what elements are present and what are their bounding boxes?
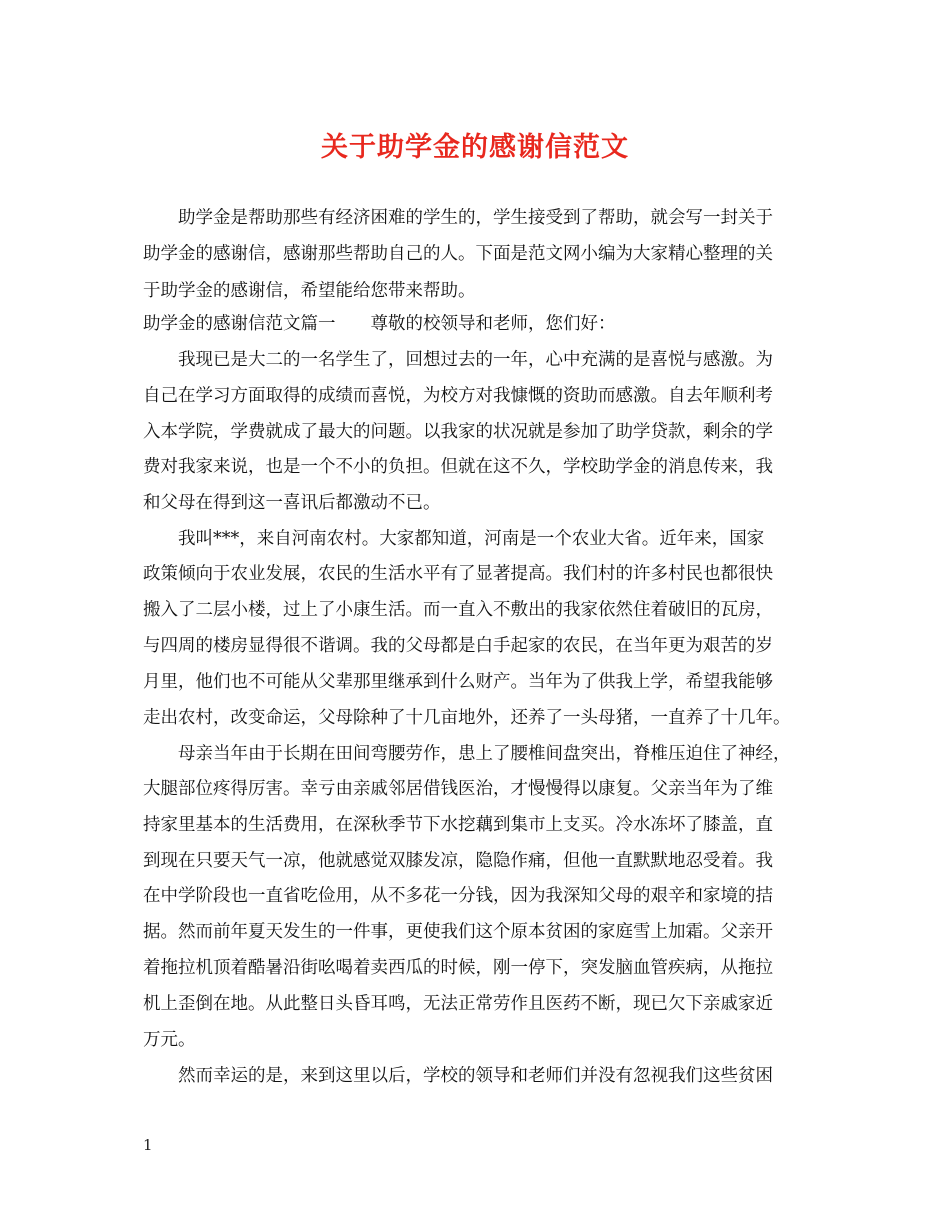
text-line: 在中学阶段也一直省吃俭用，从不多花一分钱，因为我深知父母的艰辛和家境的拮 — [143, 886, 773, 906]
text-line: 搬入了二层小楼，过上了小康生活。而一直入不敷出的我家依然住着破旧的瓦房， — [143, 600, 773, 620]
text-line: 走出农村，改变命运，父母除种了十几亩地外，还养了一头母猪，一直养了十几年。 — [143, 708, 791, 728]
text-line: 自己在学习方面取得的成绩而喜悦，为校方对我慷慨的资助而感激。自去年顺利考 — [143, 386, 773, 406]
text-line: 到现在只要天气一凉，他就感觉双膝发凉，隐隐作痛，但他一直默默地忍受着。我 — [143, 851, 773, 871]
text-line: 于助学金的感谢信，希望能给您带来帮助。 — [143, 281, 476, 301]
text-line: 大腿部位疼得厉害。幸亏由亲戚邻居借钱医治，才慢慢得以康复。父亲当年为了维 — [143, 779, 773, 799]
text-line: 月里，他们也不可能从父辈那里继承到什么财产。当年为了供我上学，希望我能够 — [143, 672, 773, 692]
text-line: 和父母在得到这一喜讯后都激动不已。 — [143, 493, 441, 513]
text-line: 助学金是帮助那些有经济困难的学生的，学生接受到了帮助，就会写一封关于 — [178, 208, 773, 228]
text-line: 助学金的感谢信范文篇一 尊敬的校领导和老师，您们好： — [143, 314, 616, 334]
text-line: 入本学院，学费就成了最大的问题。以我家的状况就是参加了助学贷款，剩余的学 — [143, 422, 773, 442]
text-line: 然而幸运的是，来到这里以后，学校的领导和老师们并没有忽视我们这些贫困 — [178, 1066, 773, 1086]
text-line: 机上歪倒在地。从此整日头昏耳鸣，无法正常劳作且医药不断，现已欠下亲戚家近 — [143, 994, 773, 1014]
text-line: 据。然而前年夏天发生的一件事，更使我们这个原本贫困的家庭雪上加霜。父亲开 — [143, 922, 773, 942]
text-line: 万元。 — [143, 1030, 196, 1050]
text-line: 助学金的感谢信，感谢那些帮助自己的人。下面是范文网小编为大家精心整理的关 — [143, 244, 773, 264]
text-line: 我叫***，来自河南农村。大家都知道，河南是一个农业大省。近年来，国家 — [178, 529, 765, 549]
text-line: 着拖拉机顶着酷暑沿街吆喝着卖西瓜的时候，刚一停下，突发脑血管疾病，从拖拉 — [143, 958, 773, 978]
text-line: 持家里基本的生活费用，在深秋季节下水挖藕到集市上支买。冷水冻坏了膝盖，直 — [143, 815, 773, 835]
text-line: 政策倾向于农业发展，农民的生活水平有了显著提高。我们村的许多村民也都很快 — [143, 564, 773, 584]
text-line: 我现已是大二的一名学生了，回想过去的一年，心中充满的是喜悦与感激。为 — [178, 350, 773, 370]
text-line: 费对我家来说，也是一个不小的负担。但就在这不久，学校助学金的消息传来，我 — [143, 457, 773, 477]
page-number: 1 — [143, 1136, 153, 1154]
text-line: 母亲当年由于长期在田间弯腰劳作，患上了腰椎间盘突出，脊椎压迫住了神经， — [178, 744, 791, 764]
text-line: 与四周的楼房显得很不谐调。我的父母都是白手起家的农民，在当年更为艰苦的岁 — [143, 636, 773, 656]
document-title: 关于助学金的感谢信范文 — [321, 132, 629, 163]
